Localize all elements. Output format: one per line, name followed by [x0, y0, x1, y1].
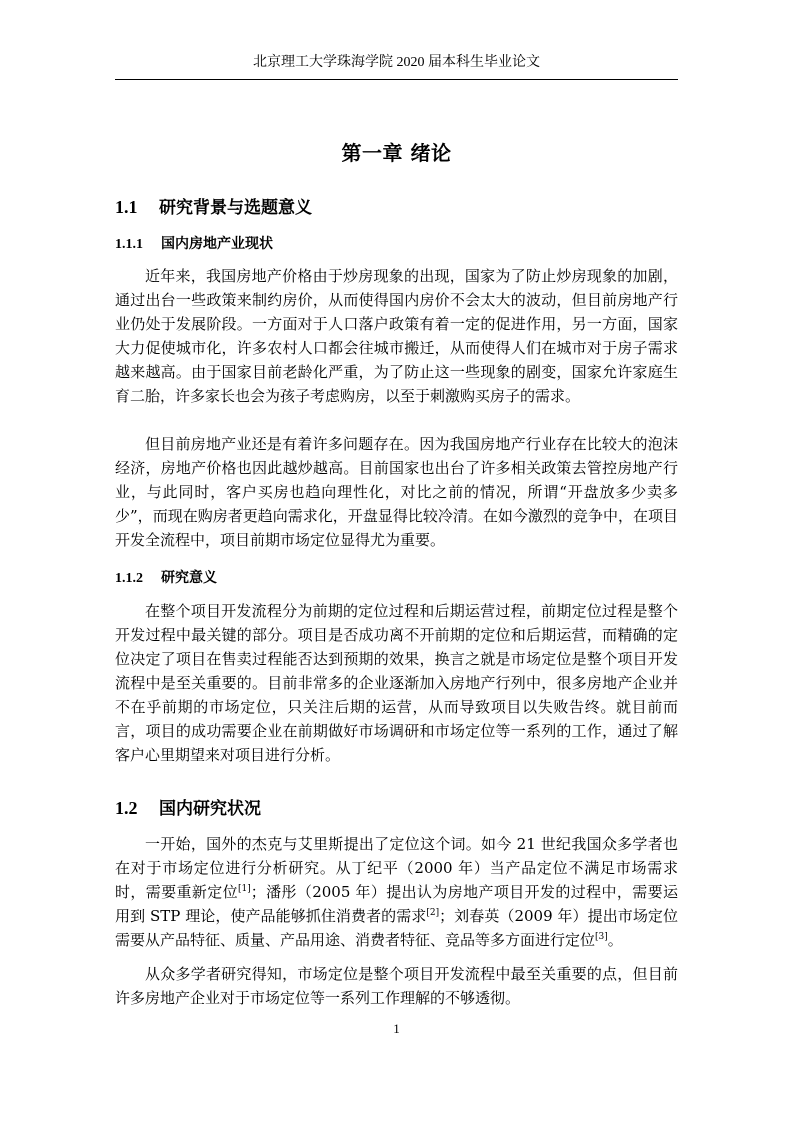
subsection-number: 1.1.2	[115, 571, 143, 586]
section-title: 研究背景与选题意义	[159, 198, 312, 218]
subsection-heading-1-1-1	[115, 235, 678, 254]
chapter-title: 第一章 绪论	[341, 141, 452, 165]
section-number: 1.2	[115, 798, 138, 818]
section-number: 1.1	[115, 197, 138, 217]
section-heading-1-2	[115, 797, 678, 820]
subsection-number: 1.1.1	[115, 237, 143, 252]
page-number: 1	[393, 1021, 400, 1036]
paragraph-1: 近年来，我国房地产价格由于炒房现象的出现，国家为了防止炒房现象的加剧，通过出台一些政策来制约房价，从而使得国内房价不会太大的波动，但目前房地产行业仍处于发展阶段。一方面对于人口落户政策有着一定的促进作用，另一方面，国家大力促使城市化，许多农村人口都会往城市搬迁，从而使得人们在城市对于房子需求越来越高。由于国家目前老龄化严重，为了防止这一些现象的剧变，国家允许家庭生育二胎，许多家长也会为孩子考虑购房，以至于刺激购买房子的需求。	[115, 267, 678, 405]
paragraph-3: 在整个项目开发流程分为前期的定位过程和后期运营过程，前期定位过程是整个开发过程中最关键的部分。项目是否成功离不开前期的定位和后期运营，而精确的定位决定了项目在售卖过程能否达到预期的效果，换言之就是市场定位是整个项目开发流程中是至关重要的。目前非常多的企业逐渐加入房地产行列中，很多房地产企业并不在乎前期的市场定位，只关注后期的运营，从而导致项目以失败告终。就目前而言，项目的成功需要企业在前期做好市场调研和市场定位等一系列的工作，通过了解客户心里期望来对项目进行分析。	[115, 602, 678, 764]
running-header: 北京理工大学珠海学院 2020 届本科生毕业论文	[253, 55, 540, 70]
paragraph-4-text-d: 。	[607, 931, 623, 949]
subsection-title: 国内房地产业现状	[161, 236, 273, 252]
subsection-title: 研究意义	[161, 570, 217, 586]
section-title: 国内研究状况	[159, 799, 261, 819]
paragraph-4	[115, 832, 678, 952]
paragraph-2: 但目前房地产业还是有着许多问题存在。因为我国房地产行业存在比较大的泡沫经济，房地产价格也因此越炒越高。目前国家也出台了许多相关政策去管控房地产行业，与此同时，客户买房也趋向理性化，对比之前的情况，所谓“开盘放多少卖多少”，而现在购房者更趋向需求化，开盘显得比较冷清。在如今激烈的竞争中，在项目开发全流程中，项目前期市场定位显得尤为重要。	[115, 435, 678, 549]
subsection-heading-1-1-2	[115, 569, 678, 588]
paragraph-4-text-a: 一开始，国外的杰克与艾里斯提出了定位这个词。如今 21 世纪我国众多学者也在对于市场定位进行分析研究。从丁纪平（2000 年）当产品定位不满足市场需求时，需要重新定位	[115, 835, 678, 901]
citation-3: [3]	[595, 932, 608, 942]
citation-1: [1]	[237, 884, 251, 894]
header-rule	[115, 79, 678, 80]
section-heading-1-1	[115, 196, 678, 219]
paragraph-5: 从众多学者研究得知，市场定位是整个项目开发流程中最至关重要的点，但目前许多房地产企业对于市场定位等一系列工作理解的不够透彻。	[115, 965, 678, 1007]
citation-2: [2]	[426, 908, 440, 918]
paragraph-4-text-c: ；刘春英（2009 年）提出市场定位需要从产品特征、质量、产品用途、消费者特征、竞品等多方面进行定位	[115, 907, 678, 949]
paragraph-4-text-b: ；潘彤（2005 年）提出认为房地产项目开发的过程中，需要运用到 STP 理论，使产品能够抓住消费者的需求	[115, 883, 678, 925]
